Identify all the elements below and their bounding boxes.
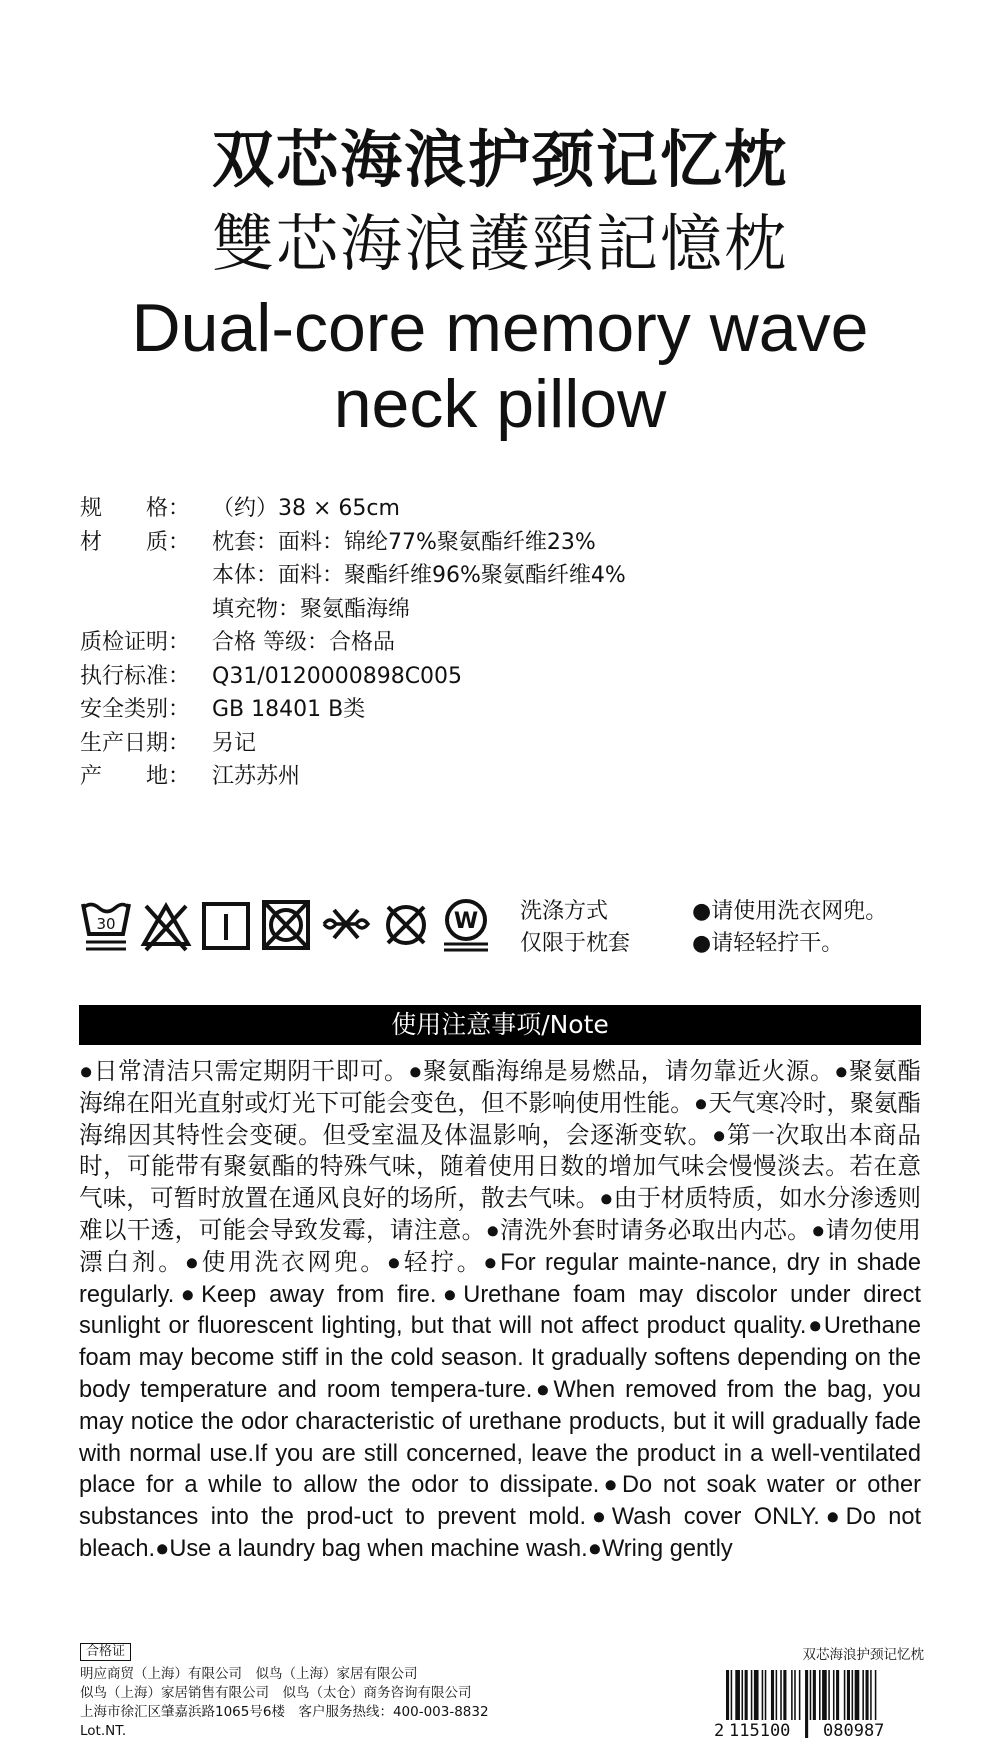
title-english-line1: Dual-core memory wave	[131, 290, 869, 366]
spec-value: 填充物：聚氨酯海绵	[212, 596, 411, 622]
barcode-digits-left: 115100	[729, 1721, 791, 1740]
spec-value: 枕套：面料：锦纶77%聚氨酯纤维23%	[212, 529, 596, 555]
footer-line: 似鸟（上海）家居销售有限公司 似鸟（太仓）商务咨询有限公司	[80, 1685, 472, 1701]
wash-30-icon	[80, 896, 132, 954]
spec-row-material-body	[80, 559, 920, 593]
barcode-bar	[855, 1670, 860, 1720]
barcode-bar	[776, 1670, 778, 1720]
barcode-bar	[780, 1670, 782, 1720]
spec-key: 安全类别：	[80, 697, 191, 722]
no-tumble-dry-icon	[260, 896, 312, 954]
title-english-line2: neck pillow	[333, 366, 667, 442]
barcode-bar	[745, 1670, 748, 1720]
care-label-method: 洗涤方式	[520, 899, 609, 924]
spec-row-material	[80, 526, 920, 560]
barcode-bar	[762, 1670, 764, 1720]
spec-row-standard	[80, 660, 920, 694]
title-block	[0, 118, 1000, 442]
spec-value: 合格 等级：合格品	[212, 630, 395, 655]
spec-row-filling	[80, 593, 920, 627]
no-dry-clean-icon	[380, 896, 432, 954]
care-notes	[692, 896, 887, 960]
barcode-bar	[735, 1670, 740, 1720]
spec-key: 材 质：	[80, 529, 191, 555]
title-simplified: 双芯海浪护颈记忆枕	[211, 123, 788, 196]
no-bleach-icon	[140, 896, 192, 954]
footer	[80, 1642, 500, 1741]
barcode-bar	[751, 1670, 753, 1720]
iron-low-icon	[200, 896, 252, 954]
barcode-bar	[822, 1670, 827, 1720]
barcode-bar	[844, 1670, 846, 1720]
note-body: ●日常清洁只需定期阴干即可。●聚氨酯海绵是易燃品，请勿靠近火源。●聚氨酯海绵在阳光直射或灯光下可能会变色，但不影响使用性能。●天气寒冷时，聚氨酯海绵因其特性会变硬。但受室温及体温影响，会逐渐变软。●第一次取出本商品时，可能带有聚氨酯的特殊气味，随着使用日数的增加气味会慢慢淡去。若在意气味，可暂时放置在通风良好的场所，散去气味。●由于材质特质，如水分渗透则难以干透，可能会导致发霉，请注意。●清洗外套时请务必取出内芯。●请勿使用漂白剂。●使用洗衣网兜。●轻拧。●For regular mainte-nance, dry in shade regularly.●Keep away from fire.●Urethane foam may discolor under direct sunlight or fluorescent lighting, but that will not affect product quality.●Urethane foam may become stiff in the cold season. It gradually softens depending on the body temperature and room tempera-ture.●When removed from the bag, you may notice the odor characteristic of urethane products, but it will gradually fade with normal use.If you are still concerned, leave the product in a well-ventilated place for a while to allow the odor to dissipate.●Do not soak water or other substances into the prod-uct to prevent mold.●Wash cover ONLY.●Do not bleach.●Use a laundry bag when machine wash.●Wring gently	[79, 1059, 921, 1562]
title-traditional: 雙芯海浪護頸記憶枕	[211, 207, 788, 280]
barcode-bar	[852, 1670, 854, 1720]
barcode-bar	[836, 1670, 839, 1720]
spec-value: （约）38 × 65cm	[212, 496, 400, 521]
barcode-product-name: 双芯海浪护颈记忆枕	[802, 1647, 924, 1663]
barcode-bar	[783, 1670, 786, 1720]
spec-value: Q31/0120000898C005	[212, 663, 463, 689]
barcode-bar	[742, 1670, 744, 1720]
svg-text:W: W	[453, 909, 479, 934]
note-header: 使用注意事项/Note	[79, 1005, 921, 1045]
barcode-bar	[828, 1670, 830, 1720]
barcode-bar	[862, 1670, 864, 1720]
barcode-bar	[833, 1670, 835, 1720]
barcode-digit-first: 2	[714, 1721, 725, 1740]
spec-key: 规 格：	[80, 496, 191, 521]
barcode-bar	[765, 1670, 767, 1720]
barcode-digits-right: 080987	[823, 1721, 885, 1740]
spec-key: 质检证明：	[80, 630, 191, 655]
spec-key: 产 地：	[80, 764, 191, 789]
spec-value: 本体：面料：聚酯纤维96%聚氨酯纤维4%	[212, 563, 626, 588]
barcode-bar	[754, 1670, 759, 1720]
barcode-bar	[771, 1670, 774, 1720]
barcode	[712, 1670, 924, 1740]
spec-key: 执行标准：	[80, 663, 191, 689]
barcode-bar	[805, 1670, 808, 1738]
care-note-laundry-bag: ●请使用洗衣网兜。	[692, 899, 888, 924]
certificate-badge: 合格证	[80, 1643, 131, 1661]
no-wring-icon	[320, 896, 372, 954]
barcode-bar	[870, 1670, 872, 1720]
footer-line: 明应商贸（上海）有限公司 似鸟（上海）家居有限公司	[80, 1666, 418, 1682]
spec-key: 生产日期：	[80, 730, 191, 756]
barcode-bar	[791, 1670, 793, 1720]
barcode-area	[712, 1646, 924, 1740]
barcode-bar	[813, 1670, 816, 1720]
spec-key	[80, 593, 212, 627]
spec-key	[80, 559, 212, 593]
footer-lot: Lot.NT.	[80, 1723, 127, 1739]
barcode-bar	[819, 1670, 821, 1720]
wash-temp: 30	[96, 915, 116, 933]
spec-row-origin	[80, 760, 920, 794]
care-icons	[80, 896, 492, 954]
care-labels	[520, 896, 630, 960]
barcode-bar	[847, 1670, 850, 1720]
spec-row-safety	[80, 693, 920, 727]
care-note-wring: ●请轻轻拧干。	[692, 931, 844, 956]
barcode-bar	[810, 1670, 812, 1720]
spec-row-size	[80, 492, 920, 526]
wet-clean-icon	[440, 896, 492, 954]
spec-row-date	[80, 727, 920, 761]
care-label-cover-only: 仅限于枕套	[520, 931, 631, 956]
specs-list	[80, 492, 920, 794]
spec-row-quality	[80, 626, 920, 660]
barcode-bar	[794, 1670, 796, 1720]
spec-value: GB 18401 B类	[212, 697, 366, 722]
footer-line: 上海市徐汇区肇嘉浜路1065号6楼 客户服务热线：400-003-8832	[80, 1704, 489, 1720]
barcode-bar	[866, 1670, 869, 1720]
care-section	[80, 896, 920, 966]
spec-value: 江苏苏州	[212, 764, 301, 789]
spec-value: 另记	[212, 730, 257, 756]
